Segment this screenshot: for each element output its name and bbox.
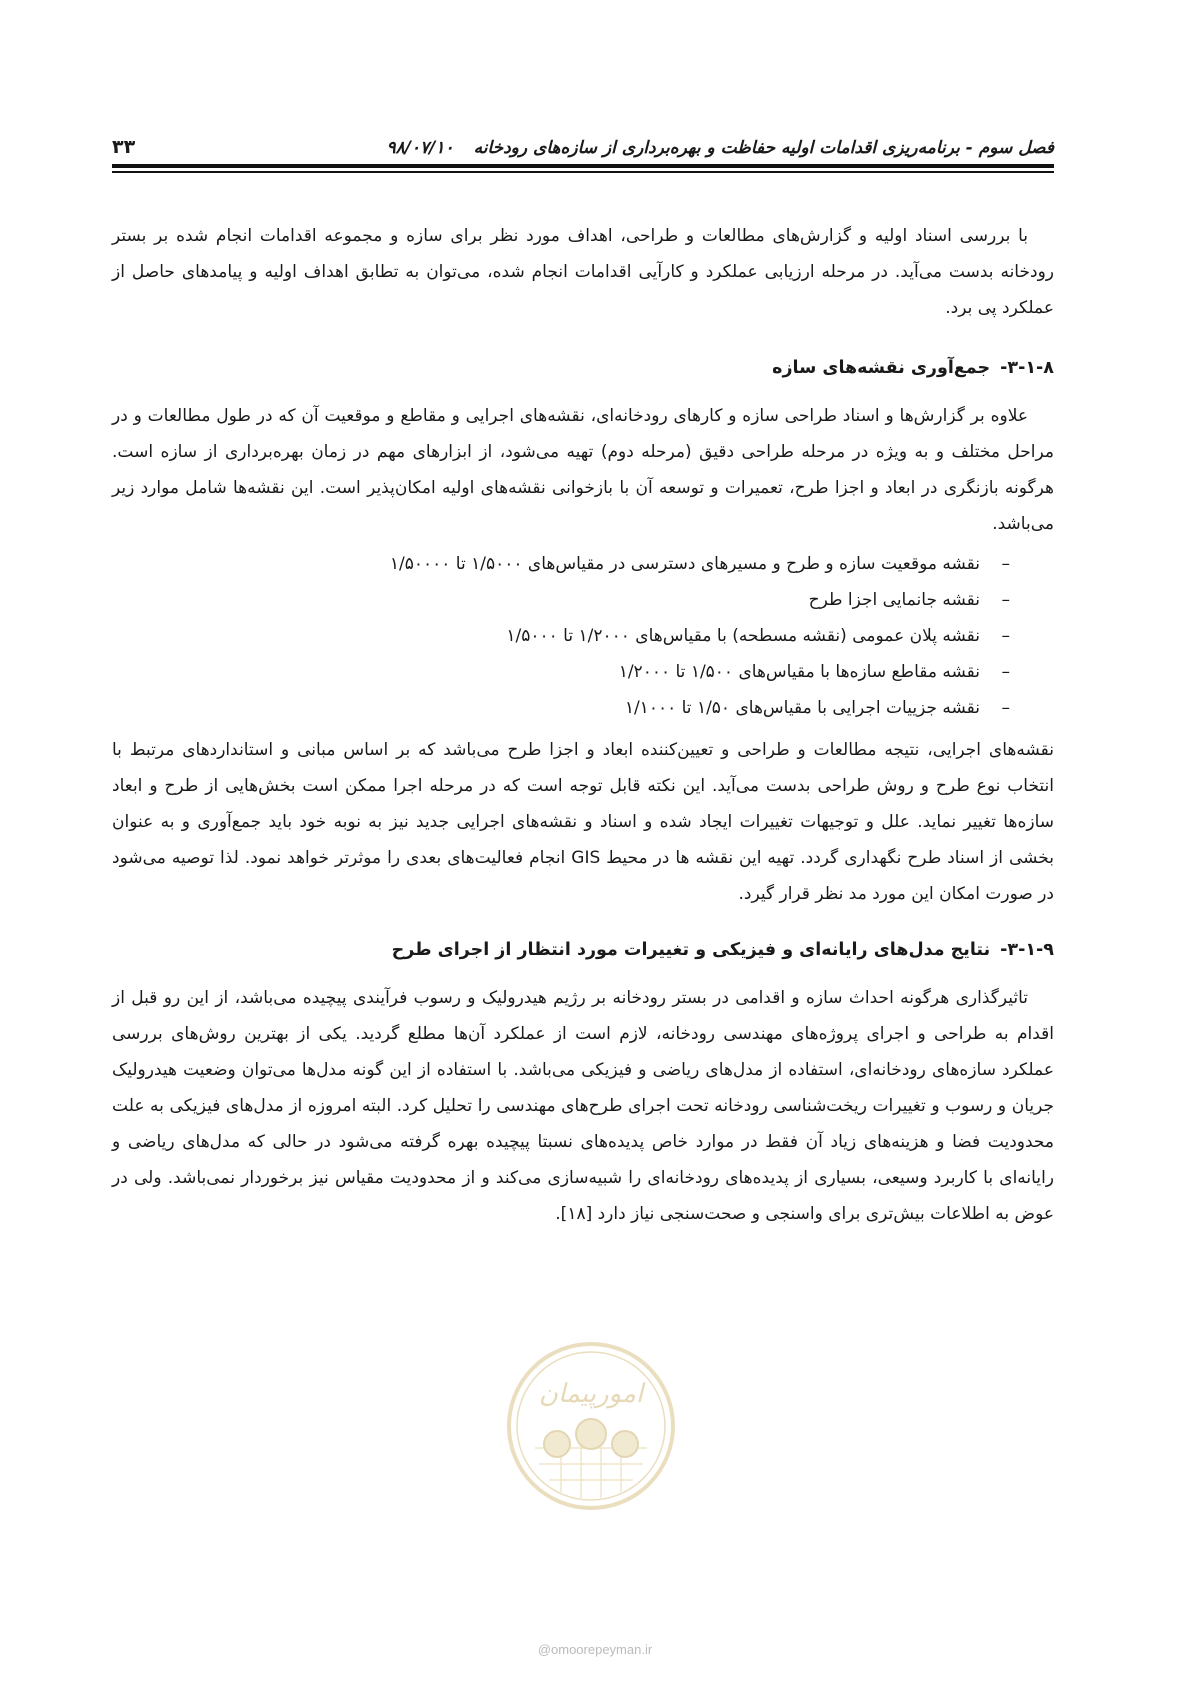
- chapter-title: فصل سوم - برنامه‌ریزی اقدامات اولیه حفاظت و بهره‌برداری از سازه‌های رودخانه: [473, 138, 1054, 158]
- section-heading-8: [112, 352, 1054, 384]
- section-heading-9: [112, 934, 1054, 966]
- watermark-url: @omoorepeyman.ir: [537, 1642, 653, 1657]
- section-title: جمع‌آوری نقشه‌های سازه: [772, 358, 991, 378]
- header-date: ۹۸/۰۷/۱۰: [386, 138, 454, 158]
- section-title: نتایج مدل‌های رایانه‌ای و فیزیکی و تغییرات مورد انتظار از اجرای طرح: [391, 940, 991, 960]
- header-rule-thin: [112, 171, 1054, 173]
- watermark-logo-text: امورپیمان: [538, 1379, 644, 1409]
- intro-paragraph: با بررسی اسناد اولیه و گزارش‌های مطالعات و طراحی، اهداف مورد نظر برای سازه و مجموعه اقدامات انجام شده بر بستر رودخانه بدست می‌آید. در مرحله ارزیابی عملکرد و کارآیی اقدامات انجام شده، می‌توان به تطابق اهداف اولیه و پیامدهای حاصل از عملکرد پی برد.: [112, 226, 1054, 318]
- list-item: –نقشه جانمایی اجزا طرح: [808, 590, 1010, 610]
- section-8-paragraph-1: علاوه بر گزارش‌ها و اسناد طراحی سازه و کارهای رودخانه‌ای، نقشه‌های اجرایی و مقاطع و موقعیت آن که در طول مطالعات و در مراحل مختلف و به ویژه در مرحله طراحی دقیق (مرحله دوم) تهیه می‌شود، از ابزارهای مهم در زمان بهره‌برداری از سازه است. هرگونه بازنگری در ابعاد و اجزا طرح، تعمیرات و توسعه آن با بازخوانی نقشه‌های اولیه امکان‌پذیر است. این نقشه‌ها شامل موارد زیر می‌باشد.: [112, 406, 1054, 534]
- running-header: [386, 138, 1054, 158]
- list-item: –نقشه موقعیت سازه و طرح و مسیرهای دسترسی در مقیاس‌های ۱/۵۰۰۰ تا ۱/۵۰۰۰۰: [389, 554, 1010, 574]
- watermark-seal-icon: [505, 1340, 677, 1512]
- list-item: –نقشه مقاطع سازه‌ها با مقیاس‌های ۱/۵۰۰ تا ۱/۲۰۰۰: [618, 662, 1010, 682]
- section-8-paragraph-2: نقشه‌های اجرایی، نتیجه مطالعات و طراحی و تعیین‌کننده ابعاد و اجزا طرح می‌باشد که بر اساس مبانی و استانداردهای مرتبط با انتخاب نوع طرح و روش طراحی بدست می‌آید. این نکته قابل توجه است که در مرحله اجرا ممکن است بخش‌هایی از طرح و ابعاد سازه‌ها تغییر نماید. علل و توجیهات تغییرات ایجاد شده و اسناد و نقشه‌های اجرایی جدید نیز به نوبه خود باید جمع‌آوری و به عنوان بخشی از اسناد طرح نگهداری گردد. تهیه این نقشه ها در محیط GIS انجام فعالیت‌های بعدی را موثرتر خواهد نمود. لذا توصیه می‌شود در صورت امکان این مورد مد نظر قرار گیرد.: [112, 740, 1054, 904]
- header-rule-thick: [112, 164, 1054, 168]
- section-number: ۳-۱-۹-: [1000, 940, 1054, 960]
- page-body: [112, 218, 1054, 1232]
- maps-list: [112, 546, 1054, 726]
- list-item: –نقشه پلان عمومی (نقشه مسطحه) با مقیاس‌های ۱/۲۰۰۰ تا ۱/۵۰۰۰: [506, 626, 1010, 646]
- list-item: –نقشه جزییات اجرایی با مقیاس‌های ۱/۵۰ تا ۱/۱۰۰۰: [624, 698, 1010, 718]
- page-number: ۳۳: [112, 136, 136, 158]
- section-number: ۳-۱-۸-: [1000, 358, 1054, 378]
- page-header: [112, 124, 1054, 158]
- section-9-paragraph: تاثیرگذاری هرگونه احداث سازه و اقدامی در بستر رودخانه بر رژیم هیدرولیک و رسوب فرآیندی پیچیده می‌باشد، از این رو قبل از اقدام به طراحی و اجرای پروژه‌های مهندسی رودخانه، لازم است از عملکرد آن‌ها مطلع گردید. یکی از بهترین روش‌های بررسی عملکرد سازه‌های رودخانه‌ای، استفاده از مدل‌های ریاضی و فیزیکی می‌باشد. با استفاده از این گونه مدل‌ها می‌توان وضعیت هیدرولیک جریان و رسوب و تغییرات ریخت‌شناسی رودخانه تحت اجرای طرح‌های مهندسی را تحلیل کرد. البته امروزه از مدل‌های فیزیکی به علت محدودیت فضا و هزینه‌های زیاد آن فقط در موارد خاص پدیده‌های نسبتا پیچیده بهره گرفته می‌شود در حالی که مدل‌های ریاضی و رایانه‌ای با کاربرد وسیعی، بسیاری از پدیده‌های رودخانه‌ای را شبیه‌سازی می‌کند و از محدودیت مقیاس نیز برخوردار نمی‌باشد. ولی در عوض به اطلاعات بیش‌تری برای واسنجی و صحت‌سنجی نیاز دارد [۱۸].: [112, 988, 1054, 1224]
